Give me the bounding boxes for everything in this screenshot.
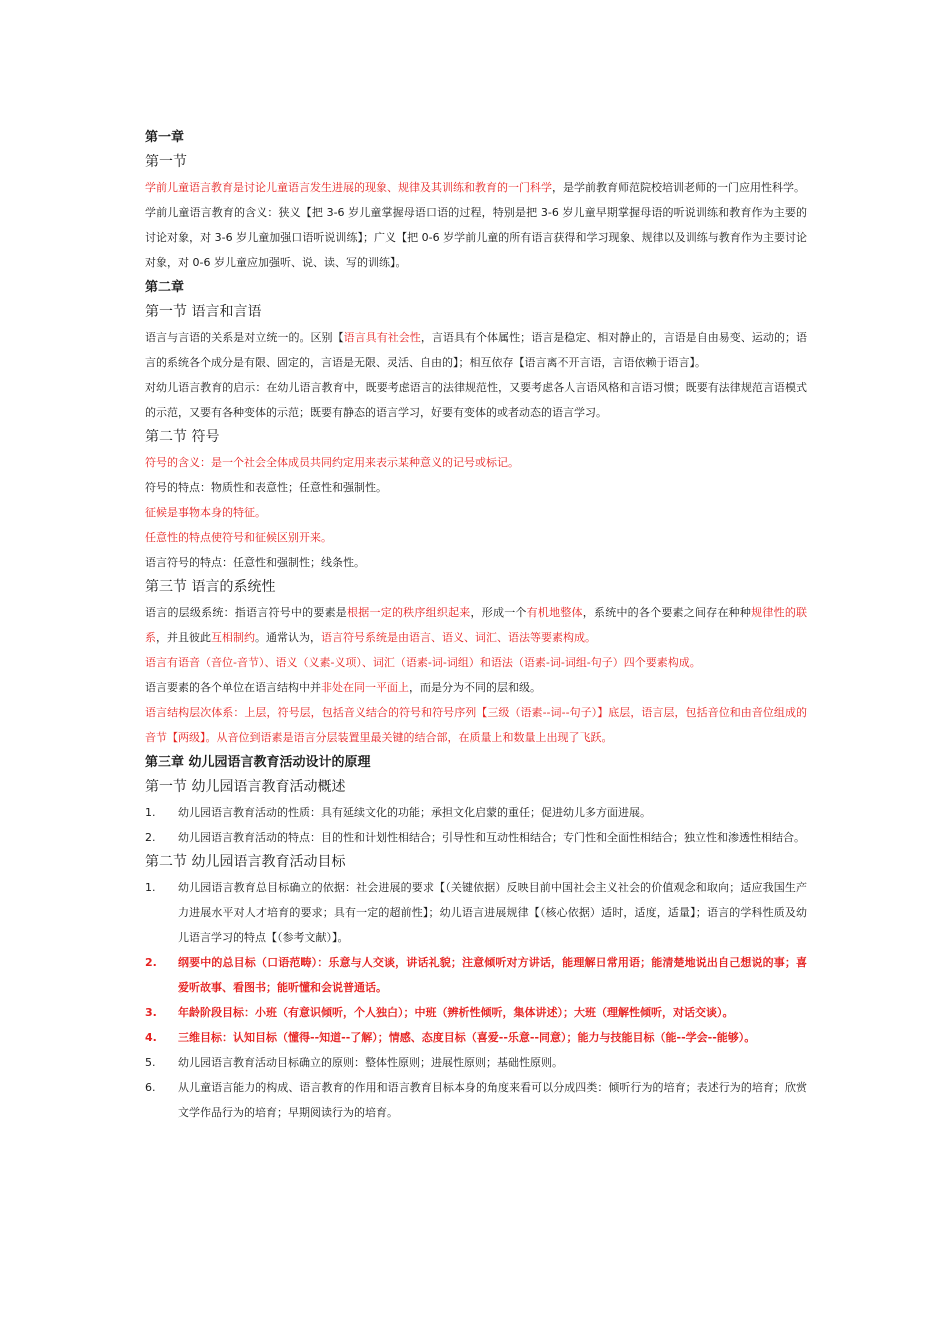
paragraph <box>145 325 807 375</box>
list-number: 6. <box>145 1081 156 1094</box>
paragraph: 语言结构层次体系：上层，符号层，包括音义结合的符号和符号序列【三级（语素--词--句子）】底层，语言层，包括音位和由音位组成的音节【两级】。从音位到语素是语言分层装置里最关键的结合部，在质量上和数量上出现了飞跃。 <box>145 706 807 744</box>
paragraph: 语言符号的特点：任意性和强制性；线条性。 <box>145 556 365 569</box>
list-text: 三维目标：认知目标（懂得--知道--了解）；情感、态度目标（喜爱--乐意--同意）；能力与技能目标（能--学会--能够）。 <box>178 1031 756 1044</box>
paragraph <box>145 175 807 200</box>
highlight-text: 语言符号系统是由语言、语义、词汇、语法等要素构成。 <box>321 631 596 644</box>
paragraph <box>145 600 807 650</box>
paragraph-text: ，言语具有个体属性；语言是稳定、相对静止的，言语是自由易变、运动的；语言的系统各个成分是有限、固定的，言语是无限、灵活、自由的】；相互依存【语言离不开言语，言语依赖于语言】。 <box>145 331 808 369</box>
list-number: 2. <box>145 956 157 969</box>
list-text: 幼儿园语言教育活动目标确立的原则：整体性原则；进展性原则；基础性原则。 <box>178 1056 563 1069</box>
chapter-2-section-1-title: 第一节 语言和言语 <box>145 304 262 320</box>
list-number: 3. <box>145 1006 157 1019</box>
list-item <box>145 1000 807 1025</box>
list-text: 幼儿园语言教育活动的特点：目的性和计划性相结合；引导性和互动性相结合；专门性和全面性相结合；独立性和渗透性相结合。 <box>178 831 805 844</box>
list-item <box>145 825 807 850</box>
paragraph-text: 语言的层级系统：指语言符号中的要素是 <box>145 606 348 619</box>
list-number: 5. <box>145 1056 156 1069</box>
paragraph <box>145 675 807 700</box>
highlight-text: 非处在同一平面上 <box>321 681 409 694</box>
list-text: 纲要中的总目标（口语范畴）：乐意与人交谈，讲话礼貌；注意倾听对方讲话，能理解日常用语；能清楚地说出自己想说的事；喜爱听故事、看图书；能听懂和会说普通话。 <box>178 956 807 994</box>
chapter-2-title: 第二章 <box>145 280 185 295</box>
chapter-3-section-2-title: 第二节 幼儿园语言教育活动目标 <box>145 854 346 870</box>
paragraph: 征候是事物本身的特征。 <box>145 506 266 519</box>
list-number: 2. <box>145 831 156 844</box>
list-number: 1. <box>145 806 156 819</box>
paragraph: 符号的特点：物质性和表意性；任意性和强制性。 <box>145 481 387 494</box>
paragraph-text: ，形成一个 <box>470 606 527 619</box>
chapter-2-section-3-title: 第三节 语言的系统性 <box>145 579 276 595</box>
chapter-3-title: 第三章 幼儿园语言教育活动设计的原理 <box>145 755 371 770</box>
highlight-text: 互相制约 <box>211 631 255 644</box>
list-text: 从儿童语言能力的构成、语言教育的作用和语言教育目标本身的角度来看可以分成四类：倾听行为的培育；表述行为的培育；欣赏文学作品行为的培育；早期阅读行为的培育。 <box>178 1081 807 1119</box>
highlight-text: 有机地整体 <box>526 606 583 619</box>
paragraph-text: ，是学前教育师范院校培训老师的一门应用性科学。 <box>552 181 805 194</box>
document-page <box>145 125 807 1125</box>
paragraph-text: ，并且彼此 <box>156 631 211 644</box>
list-number: 4. <box>145 1031 157 1044</box>
paragraph: 学前儿童语言教育的含义：狭义【把 3-6 岁儿童掌握母语口语的过程，特别是把 3-6 岁儿童早期掌握母语的听说训练和教育作为主要的讨论对象，对 3-6 岁儿童加强口语听说训练】；广义【把 0-6 岁学前儿童的所有语言获得和学习现象、规律以及训练与教育作为主要讨论对象，对 0-6 岁儿童应加强听、说、读、写的训练】。 <box>145 206 807 269</box>
paragraph: 对幼儿语言教育的启示：在幼儿语言教育中，既要考虑语言的法律规范性，又要考虑各人言语风格和言语习惯；既要有法律规范言语模式的示范，又要有各种变体的示范；既要有静态的语言学习，好要有变体的或者动态的语言学习。 <box>145 381 807 419</box>
list-text: 幼儿园语言教育总目标确立的依据：社会进展的要求【（关键依据）反映目前中国社会主义社会的价值观念和取向；适应我国生产力进展水平对人才培育的要求；具有一定的超前性】；幼儿语言进展规律【（核心依据）适时，适度，适量】；语言的学科性质及幼儿语言学习的特点【（参考文献）】。 <box>178 881 807 944</box>
list-item <box>145 1075 807 1125</box>
highlight-text: 学前儿童语言教育是讨论儿童语言发生进展的现象、规律及其训练和教育的一门科学 <box>145 181 552 194</box>
list-item <box>145 1050 807 1075</box>
chapter-2-section-2-title: 第二节 符号 <box>145 429 220 445</box>
paragraph-text: 语言要素的各个单位在语言结构中并 <box>145 681 321 694</box>
chapter-1-title: 第一章 <box>145 130 185 145</box>
list-number: 1. <box>145 881 156 894</box>
list-item <box>145 875 807 950</box>
paragraph-text: 语言与言语的关系是对立统一的。区别【 <box>145 331 344 344</box>
list-text: 年龄阶段目标：小班（有意识倾听，个人独白）；中班（辨析性倾听，集体讲述）；大班（理解性倾听，对话交谈）。 <box>178 1006 734 1019</box>
paragraph: 任意性的特点使符号和征候区别开来。 <box>145 531 332 544</box>
highlight-text: 规律性的联系 <box>145 606 808 644</box>
list-item <box>145 950 807 1000</box>
list-text: 幼儿园语言教育活动的性质：具有延续文化的功能；承担文化启蒙的重任；促进幼儿多方面进展。 <box>178 806 651 819</box>
list-item <box>145 800 807 825</box>
chapter-3-section-1-title: 第一节 幼儿园语言教育活动概述 <box>145 779 346 795</box>
chapter-1-section-1-title: 第一节 <box>145 154 187 170</box>
paragraph: 符号的含义：是一个社会全体成员共同约定用来表示某种意义的记号或标记。 <box>145 456 519 469</box>
highlight-text: 语言具有社会性 <box>343 331 421 344</box>
list-item <box>145 1025 807 1050</box>
paragraph-text: 。通常认为， <box>255 631 321 644</box>
paragraph-text: ，而是分为不同的层和级。 <box>409 681 541 694</box>
paragraph-text: ，系统中的各个要素之间存在种种 <box>582 606 752 619</box>
paragraph: 语言有语音（音位-音节）、语义（义素-义项）、词汇（语素-词-词组）和语法（语素-词-词组-句子）四个要素构成。 <box>145 656 701 669</box>
highlight-text: 根据一定的秩序组织起来 <box>347 606 471 619</box>
